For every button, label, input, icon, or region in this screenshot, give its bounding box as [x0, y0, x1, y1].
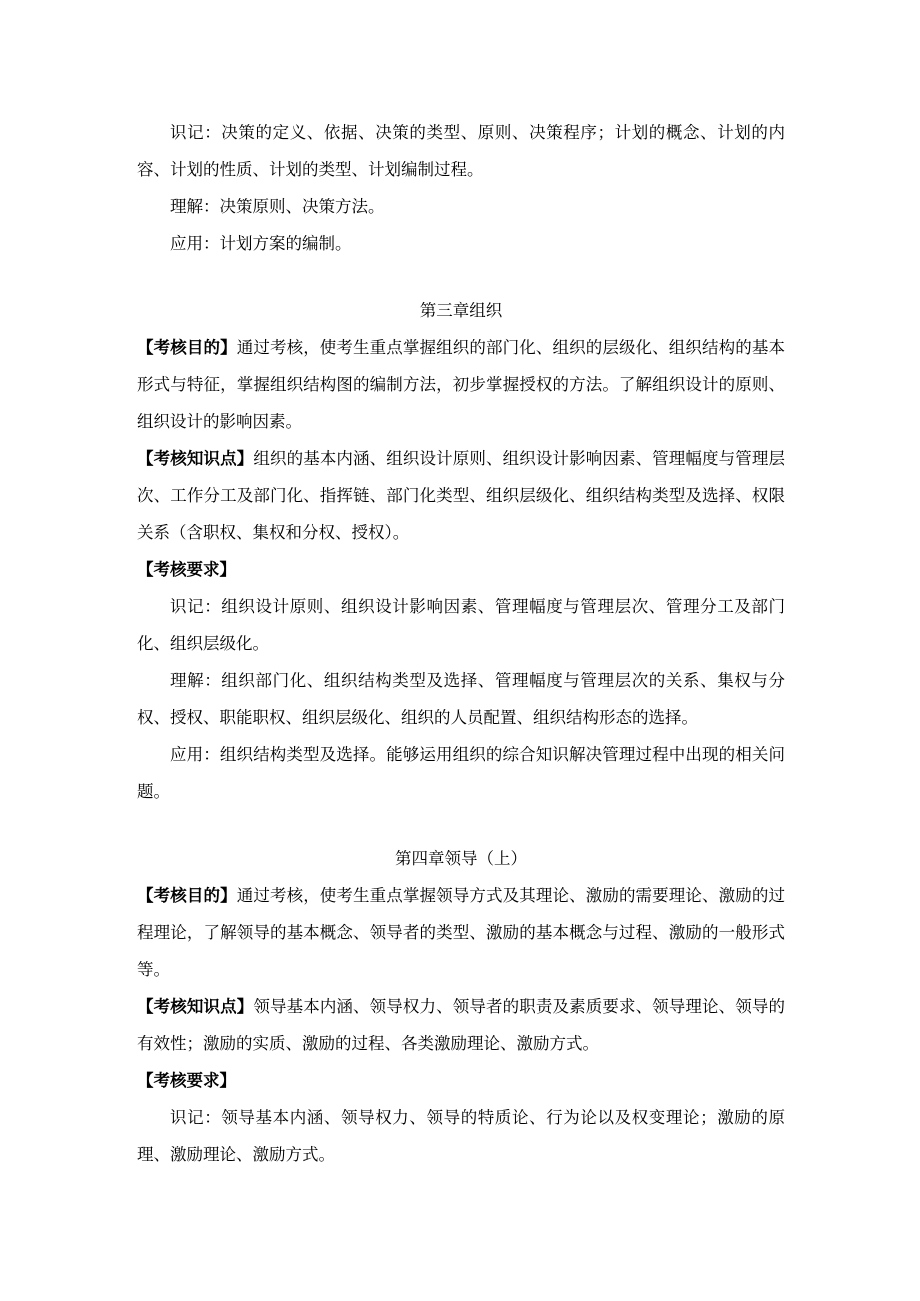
ch3-memorize-paragraph: 识记：组织设计原则、组织设计影响因素、管理幅度与管理层次、管理分工及部门化、组织层级化。	[137, 597, 785, 653]
ch3-objective-paragraph	[137, 329, 785, 440]
ch4-knowledge-label: 【考核知识点】	[137, 997, 254, 1016]
ch3-apply-paragraph: 应用：组织结构类型及选择。能够运用组织的综合知识解决管理过程中出现的相关问题。	[137, 745, 785, 801]
chapter-4-title: 第四章领导（上）	[395, 849, 527, 868]
ch4-memorize-paragraph: 识记：领导基本内涵、领导权力、领导的特质论、行为论以及权变理论；激励的原理、激励理论、激励方式。	[137, 1108, 785, 1164]
ch4-objective-label: 【考核目的】	[137, 886, 237, 905]
chapter-3-title: 第三章组织	[419, 301, 503, 320]
ch4-requirement-heading	[137, 1062, 785, 1099]
ch4-requirement-label: 【考核要求】	[137, 1071, 236, 1090]
document-body	[137, 114, 785, 1173]
ch2-understand-paragraph: 理解：决策原则、决策方法。	[170, 197, 385, 216]
ch2-memorize-paragraph: 识记：决策的定义、依据、决策的类型、原则、决策程序；计划的概念、计划的内容、计划的性质、计划的类型、计划编制过程。	[137, 123, 785, 179]
ch3-requirement-label: 【考核要求】	[137, 560, 236, 579]
ch4-objective-text: 通过考核，使考生重点掌握领导方式及其理论、激励的需要理论、激励的过程理论，了解领导的基本概念、领导者的类型、激励的基本概念与过程、激励的一般形式等。	[137, 886, 786, 979]
ch3-knowledge-label: 【考核知识点】	[137, 449, 254, 468]
ch3-objective-text: 通过考核，使考生重点掌握组织的部门化、组织的层级化、组织结构的基本形式与特征，掌握组织结构图的编制方法，初步掌握授权的方法。了解组织设计的原则、组织设计的影响因素。	[137, 338, 786, 431]
ch3-knowledge-text: 组织的基本内涵、组织设计原则、组织设计影响因素、管理幅度与管理层次、工作分工及部门化、指挥链、部门化类型、组织层级化、组织结构类型及选择、权限关系（含职权、集权和分权、授权）。	[137, 449, 786, 542]
ch4-objective-paragraph	[137, 877, 785, 988]
ch3-requirement-heading	[137, 551, 785, 588]
ch3-understand-paragraph: 理解：组织部门化、组织结构类型及选择、管理幅度与管理层次的关系、集权与分权、授权、职能职权、组织层级化、组织的人员配置、组织结构形态的选择。	[137, 671, 785, 727]
ch3-knowledge-paragraph	[137, 440, 785, 551]
ch2-apply-paragraph: 应用：计划方案的编制。	[170, 234, 352, 253]
ch3-objective-label: 【考核目的】	[137, 338, 237, 357]
ch4-knowledge-paragraph	[137, 988, 785, 1062]
ch4-knowledge-text: 领导基本内涵、领导权力、领导者的职责及素质要求、领导理论、领导的有效性；激励的实质、激励的过程、各类激励理论、激励方式。	[137, 997, 786, 1053]
